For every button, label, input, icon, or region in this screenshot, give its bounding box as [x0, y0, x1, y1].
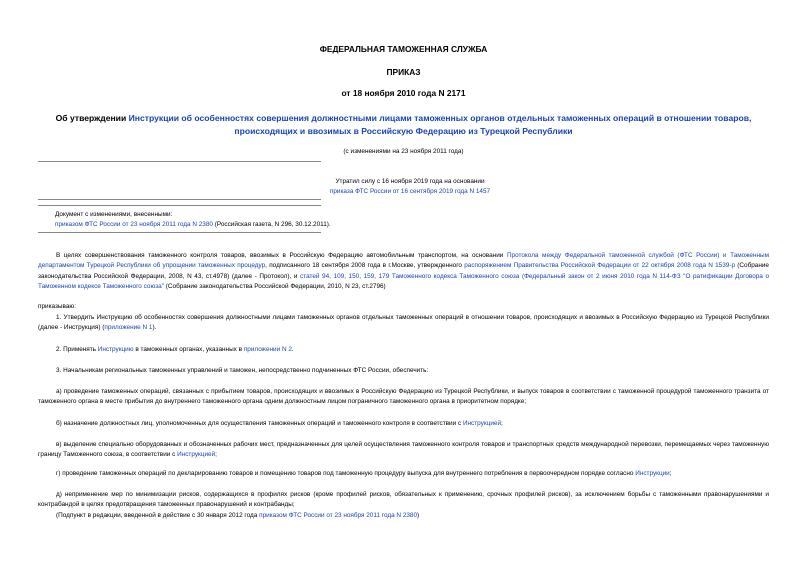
item-3: 3. Начальникам региональных таможенных управлений и таможен, непосредственно подчиненных ФТС России, обеспечить: — [56, 367, 429, 374]
item-1-text: 1. Утвердить Инструкцию об особенностях совершения должностными лицами таможенных органов отдельных таможенных операций в отношении товаров, происходящих и ввозимых в Российскую Федерацию из Турецкой Республики (далее - Инструкция) ( — [38, 314, 769, 332]
document-title — [30, 112, 777, 138]
amendment-link[interactable]: приказом ФТС России от 23 ноября 2011 года N 2380 — [55, 221, 213, 228]
item-3v — [38, 440, 769, 461]
appendix-2-link[interactable]: приложении N 2 — [243, 346, 292, 353]
title-prefix: Об утверждении — [55, 113, 129, 123]
date-number-heading: от 18 ноября 2010 года N 2171 — [341, 88, 466, 98]
agency-heading: ФЕДЕРАЛЬНАЯ ТАМОЖЕННАЯ СЛУЖБА — [319, 44, 488, 54]
instruction-link[interactable]: Инструкцией — [462, 420, 502, 427]
instruction-link[interactable]: Инструкцию — [97, 346, 134, 353]
amendments-entry — [55, 220, 775, 230]
item-2-end: . — [291, 346, 294, 353]
divider — [38, 161, 321, 162]
order-word: приказываю: — [38, 303, 76, 310]
title-instruction-link[interactable]: Инструкции об особенностях совершения должностными лицами таможенных органов отдельных таможенных операций в отношении товаров, происходящих и ввозимых в Российскую Федерацию из Турецкой Республики — [128, 113, 752, 136]
item-3b-end: ; — [501, 420, 503, 427]
item-3d-note-end: ) — [417, 512, 420, 519]
lost-force-text: Утратил силу с 16 ноября 2019 года на основании — [335, 178, 485, 185]
item-1 — [38, 313, 769, 334]
item-3g — [38, 469, 769, 479]
divider — [38, 199, 321, 200]
item-3v-end: ; — [215, 451, 217, 459]
item-3a: а) проведение таможенных операций, связанных с прибытием товаров, происходящих и ввозимых в Российскую Федерацию из Турецкой Республики, и выпуск товаров в соответствии с таможенной процедурой таможенного транзита от таможенного органа в месте прибытия до внутреннего таможенного органа одним должностным лицом пограничного таможенного органа в приоритетном порядке; — [38, 388, 769, 406]
preamble-paragraph — [38, 251, 769, 293]
item-3d: д) неприменение мер по минимизации рисков, содержащихся в профилях рисков (кроме профилей рисков, обязательных к применению, срочных профилей рисков), за исключением борьбы с таможенными правонарушениями и контрабандой в целях предотвращения таможенных правонарушений и контрабанды; — [38, 491, 769, 509]
item-3b — [38, 419, 769, 429]
item-3g-end: ; — [669, 470, 672, 477]
item-3g-text: г) проведение таможенных операций по декларированию товаров и помещению товаров под таможенную процедуру выпуска для внутреннего потребления в первоочередном порядке согласно — [56, 470, 636, 477]
amendments-block — [55, 210, 775, 230]
amendment-order-link[interactable]: приказом ФТС России от 23 ноября 2011 года N 2380 — [259, 512, 418, 519]
item-3b-text: б) назначение должностных лиц, уполномоченных для осуществления таможенных операций и таможенного контроля в соответствии с — [56, 420, 463, 427]
item-3d-note — [56, 511, 769, 521]
customs-code-articles-link[interactable]: статей 94, 109, 150, 159, 179 Таможенного кодекса Таможенного союза — [300, 272, 520, 280]
lost-force-link[interactable]: приказа ФТС России от 16 сентября 2019 года N 1457 — [329, 188, 491, 195]
preamble-text-3: (Собрание законодательства Российской Федерации, 2008, N 43, ст.4978) (далее - Протокол), и — [38, 262, 769, 280]
preamble-text-2: , подписанного 18 сентября 2008 года в г.Москве, утвержденного — [265, 262, 465, 270]
preamble-text-1: В целях совершенствования таможенного контроля товаров, ввозимых в Российскую Федерацию автомобильным транспортом, на основании — [56, 252, 507, 259]
item-1-end: ). — [152, 324, 157, 332]
government-order-link[interactable]: распоряжением Правительства Российской Федерации от 22 октября 2008 года N 1539-р — [464, 262, 736, 270]
amendments-label: Документ с изменениями, внесенными: — [55, 211, 173, 218]
amendment-source: (Российская газета, N 296, 30.12.2011). — [212, 221, 331, 228]
item-3d-note-text: (Подпункт в редакции, введенной в действие с 30 января 2012 года — [56, 512, 260, 519]
item-2 — [38, 345, 769, 355]
instruction-link[interactable]: Инструкции — [635, 470, 670, 477]
changes-note: (с изменениями на 23 ноября 2011 года) — [343, 148, 464, 155]
federal-law-link[interactable]: (Федеральный закон от 2 июня 2010 года N 114-ФЗ "О ратификации Договора о Таможенном кодексе Таможенного союза" — [38, 272, 769, 291]
instruction-link[interactable]: Инструкцией — [177, 451, 216, 459]
lost-force-note — [310, 177, 510, 197]
divider — [38, 232, 321, 233]
item-2-mid: в таможенных органах, указанных в — [133, 346, 244, 353]
appendix-1-link[interactable]: приложение N 1 — [104, 324, 153, 332]
doc-type-heading: ПРИКАЗ — [386, 67, 421, 77]
preamble-text-5: (Собрание законодательства Российской Федерации, 2010, N 23, ст.2796) — [164, 283, 386, 291]
divider — [38, 205, 321, 206]
item-3v-text: в) выделение специально оборудованных и обозначенных рабочих мест, предназначенных для целей осуществления таможенного контроля товаров и транспортных средств международной перевозки, перемещаемых через таможенную границу Таможенного союза, в соответствии с — [38, 441, 769, 459]
protocol-link[interactable]: Протокола между Федеральной таможенной службой (ФТС России) и Таможенным департаментом Турецкой Республики об упрощении таможенных процедур — [38, 252, 770, 270]
item-2-text: 2. Применять — [56, 346, 98, 353]
